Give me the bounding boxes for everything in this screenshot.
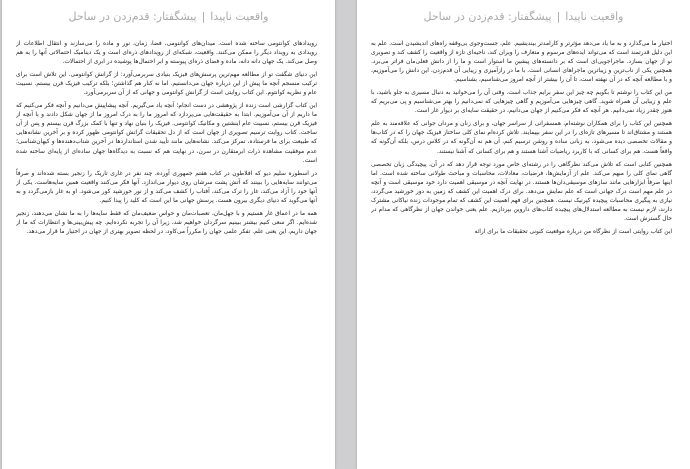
paragraph: رویدادهای کوانتومی ساخته شده است. میدان‌های کوانتومی، فضا، زمان، نور و ماده را می‌سازند و انتقال اطلاعات از رویدادی به رویداد دیگر را ممکن می‌کنند. واقعیت، شبکه‌ای از رویدادهای ذره‌ای است و یک دینامیک احتمالاتی آنها را به هم وصل می‌کند. یک جهان دانه دانه، ماده و فضای ذره‌ای پیوسته و ابر احتمال‌ها پوشیده در ابری از احتمالات. [16, 41, 317, 66]
paragraph: همچنین این کتاب را برای همکاران نوشته‌ام، همسفرانی از سراسر جهان، و برای زنان و مردان جوانی که علاقه‌مند به علم هستند و مشتاق‌اند تا مسیرهای تازه‌ای را در این سفر بپیمایند. تلاش کرده‌ام نمای کلی ساختار فیزیک جهان را که در کتاب‌ها و مقالات تخصصی دیده می‌شود، به زبانی ساده و روشن ترسیم کنم، آن هم نه آن‌گونه که در کلاس درس، بلکه آن‌گونه که واقعاً هست. هم برای کسانی که با کاربرد ریاضیات آشنا هستند و هم برای کسانی که آشنا نیستند. [371, 121, 672, 155]
paragraph: این کتاب روایتی است از نظرگاه من درباره موقعیت کنونی تحقیقات ما برای ارائه [474, 228, 672, 235]
page-header [357, 10, 690, 23]
chapter-title: پیشگفتار: قدم‌زدن در ساحل [423, 10, 552, 23]
right-page [357, 0, 690, 469]
page-header [2, 10, 335, 23]
paragraph: همه ما در اعماق غار هستیم و با جهل‌مان، تعصبات‌مان و حواس ضعیف‌مان که فقط سایه‌ها را به ما نشان می‌دهند، زنجیر شده‌ایم. اگر سعی کنیم بیشتر ببینیم سرگردان خواهیم شد، زیرا آن را تجربه نکرده‌ایم. چه پیش‌بینی‌ها و انتظارات که ما از جهان داریم، این یعنی علم. تفکر علمی جهان را مکرراً می‌کاود، در لحظه تصویر بهتری از جهان در اختیار ما قرار می‌دهد. [16, 210, 317, 235]
paragraph: در اسطوره سلیم دیو که افلاطون در کتاب هفتم جمهوری آورده، چند نفر در غاری تاریک را زنجیر بسته شده‌اند و صرفاً می‌توانند سایه‌هایی را ببینند که آتش پشت سرشان روی دیوار می‌اندازد. آنها فکر می‌کنند واقعیت همین سایه‌هاست. یکی از آنها خود را آزاد می‌کند، غار را ترک می‌کند، آفتاب را کشف می‌کند و از نور خورشید کور می‌شود. او به غار بازمی‌گردد و به آنها می‌گوید که دنیای دیگری بیرون هست. پرسش جهانی ما این است که کلید را پیدا کنیم. [16, 170, 317, 204]
left-page [2, 0, 335, 469]
page-body [371, 40, 672, 461]
page-body [16, 40, 317, 461]
paragraph: اختیار ما می‌گذارد و به ما یاد می‌دهد مؤثرتر و کارآمدتر بیندیشیم. علم، جست‌وجوی بی‌وقفه راه‌های اندیشیدن است. علم به این دلیل قدرتمند است که می‌تواند ایده‌های مرسوم و متعارف را ویران کند، ناحیه‌ای تازه از واقعیت را کشف کند و تصویری نو از جهان بسازد. ماجراجویی‌ای است که بر دانسته‌های پیشین ما استوار است و ما را از دانش فعلی‌مان فراتر می‌برد. همچنین یکی از ناب‌ترین و زیباترین ماجراهای انسانی است. با ما در راز‌آمیزی و زیبایی آن قدم‌زدن، این دانش را می‌آموزیم، و با مطالعه آنچه که در آن نهفته است، تا آن را بیشتر از آنچه امروز می‌شناسیم، بشناسیم. [371, 41, 672, 84]
paragraph: این کتاب گزارشی است زنده از پژوهشی در دست انجام؛ آنچه یاد می‌گیریم. آنچه پیشاپیش می‌دانیم و آنچه فکر می‌کنیم که ما داریم از آن می‌آموزیم. ابتدا به حقیقت‌هایی می‌پردازد که امروز ما را به درک امروز ما از جهان شکل دادند و با آنچه از فیزیک قرن بیستم، نسبیت عام اینشتین و مکانیک کوانتومی. فیزیک را بنیان نهاد و تنها با کمک بزرگ قرن بیستم و پس از آن ساخت. کتاب روایت ترسیم تصویری از جهان است که از دل تحقیقات گرانش کوانتومی ظهور کرده و بر آخرین نشانه‌هایی که طبیعت برای ما فرستاده، تمرکز می‌کند. نشانه‌هایی مانند تأیید شدن استانداردها در آخرین شتاب‌دهنده‌ها و کیهان‌شناسی؛ عدم موفقیت مشاهده ذرات ابرمتقارن در سرن، در نهایت هم که نسبت به دیدگاه‌ها جهان ساده‌ای از پایه‌ای ساخته شده است. [16, 103, 317, 164]
chapter-title: پیشگفتار: قدم‌زدن در ساحل [68, 10, 197, 23]
paragraph: من این کتاب را نوشتم تا بگویم چه چیز این سفر برایم جذاب است. وقتی آن را می‌خوانید به دنبال مسیری به جلو باشید، با علم و زیبایی آن همراه شوید. گاهی چیزهایی می‌آموزیم و گاهی چیزهایی که نمی‌دانیم را بهتر می‌شناسیم و پی می‌بریم که هنوز چقدر زیاد نمی‌دانیم. هر آنچه که فکر می‌کنیم از جهان می‌دانیم، در حقیقت سایه‌ای بر دیوار غار است. [371, 90, 672, 115]
paragraph: این دنیای شگفت تو از مطالعه مهم‌ترین پرسش‌های فیزیک بنیادی سربرمی‌آورد: از گرانش کوانتومی. این تلاش است برای ترکیب منسجم آنچه ما پیش از این درباره جهان می‌دانستیم. اما نه کنار هم گذاشتن؛ بلکه ترکیب فیزیک قرن بیستم. نسبیت عام و نظریه کوانتوم. این کتاب روایتی است از گرانش کوانتومی و جهانی که از آن سربرمی‌آورد. [16, 72, 317, 97]
book-title: واقعیت ناپیدا [565, 10, 624, 23]
header-separator: | [556, 10, 561, 23]
paragraph: همچنین کتابی است که تلاش می‌کند نظرگاهی را در رشته‌ای خاص مورد توجه قرار دهد که در آن، پیچیدگی زبان تخصصی گاهی نمای کلی را مبهم می‌کند. علم از آزمایش‌ها، فرضیات، معادلات، محاسبات و مباحث طولانی ساخته شده است. اما اینها صرفاً ابزارهایی مانند سازهای موسیقی‌دان‌ها هستند. در نهایت آنچه در موسیقی اهمیت دارد خود موسیقی است و آنچه در علم مهم است درک جهانی است که علم نمایش می‌دهد. برای درک اهمیت این کشف که زمین به دور خورشید می‌گردد، نیازی به پیگیری محاسبات پیچیده کپرنیک نیست. همچنین برای فهم اهمیت این کشف که تمام موجودات زنده نیاکانی مشترک دارند، لازم نیست به مطالعه استدلال‌های پیچیده کتاب‌های داروین بپردازیم. علم یعنی خواندن جهان از نظرگاهی که مدام در حال گسترش است. [371, 161, 672, 222]
header-separator: | [201, 10, 206, 23]
book-title: واقعیت ناپیدا [210, 10, 269, 23]
